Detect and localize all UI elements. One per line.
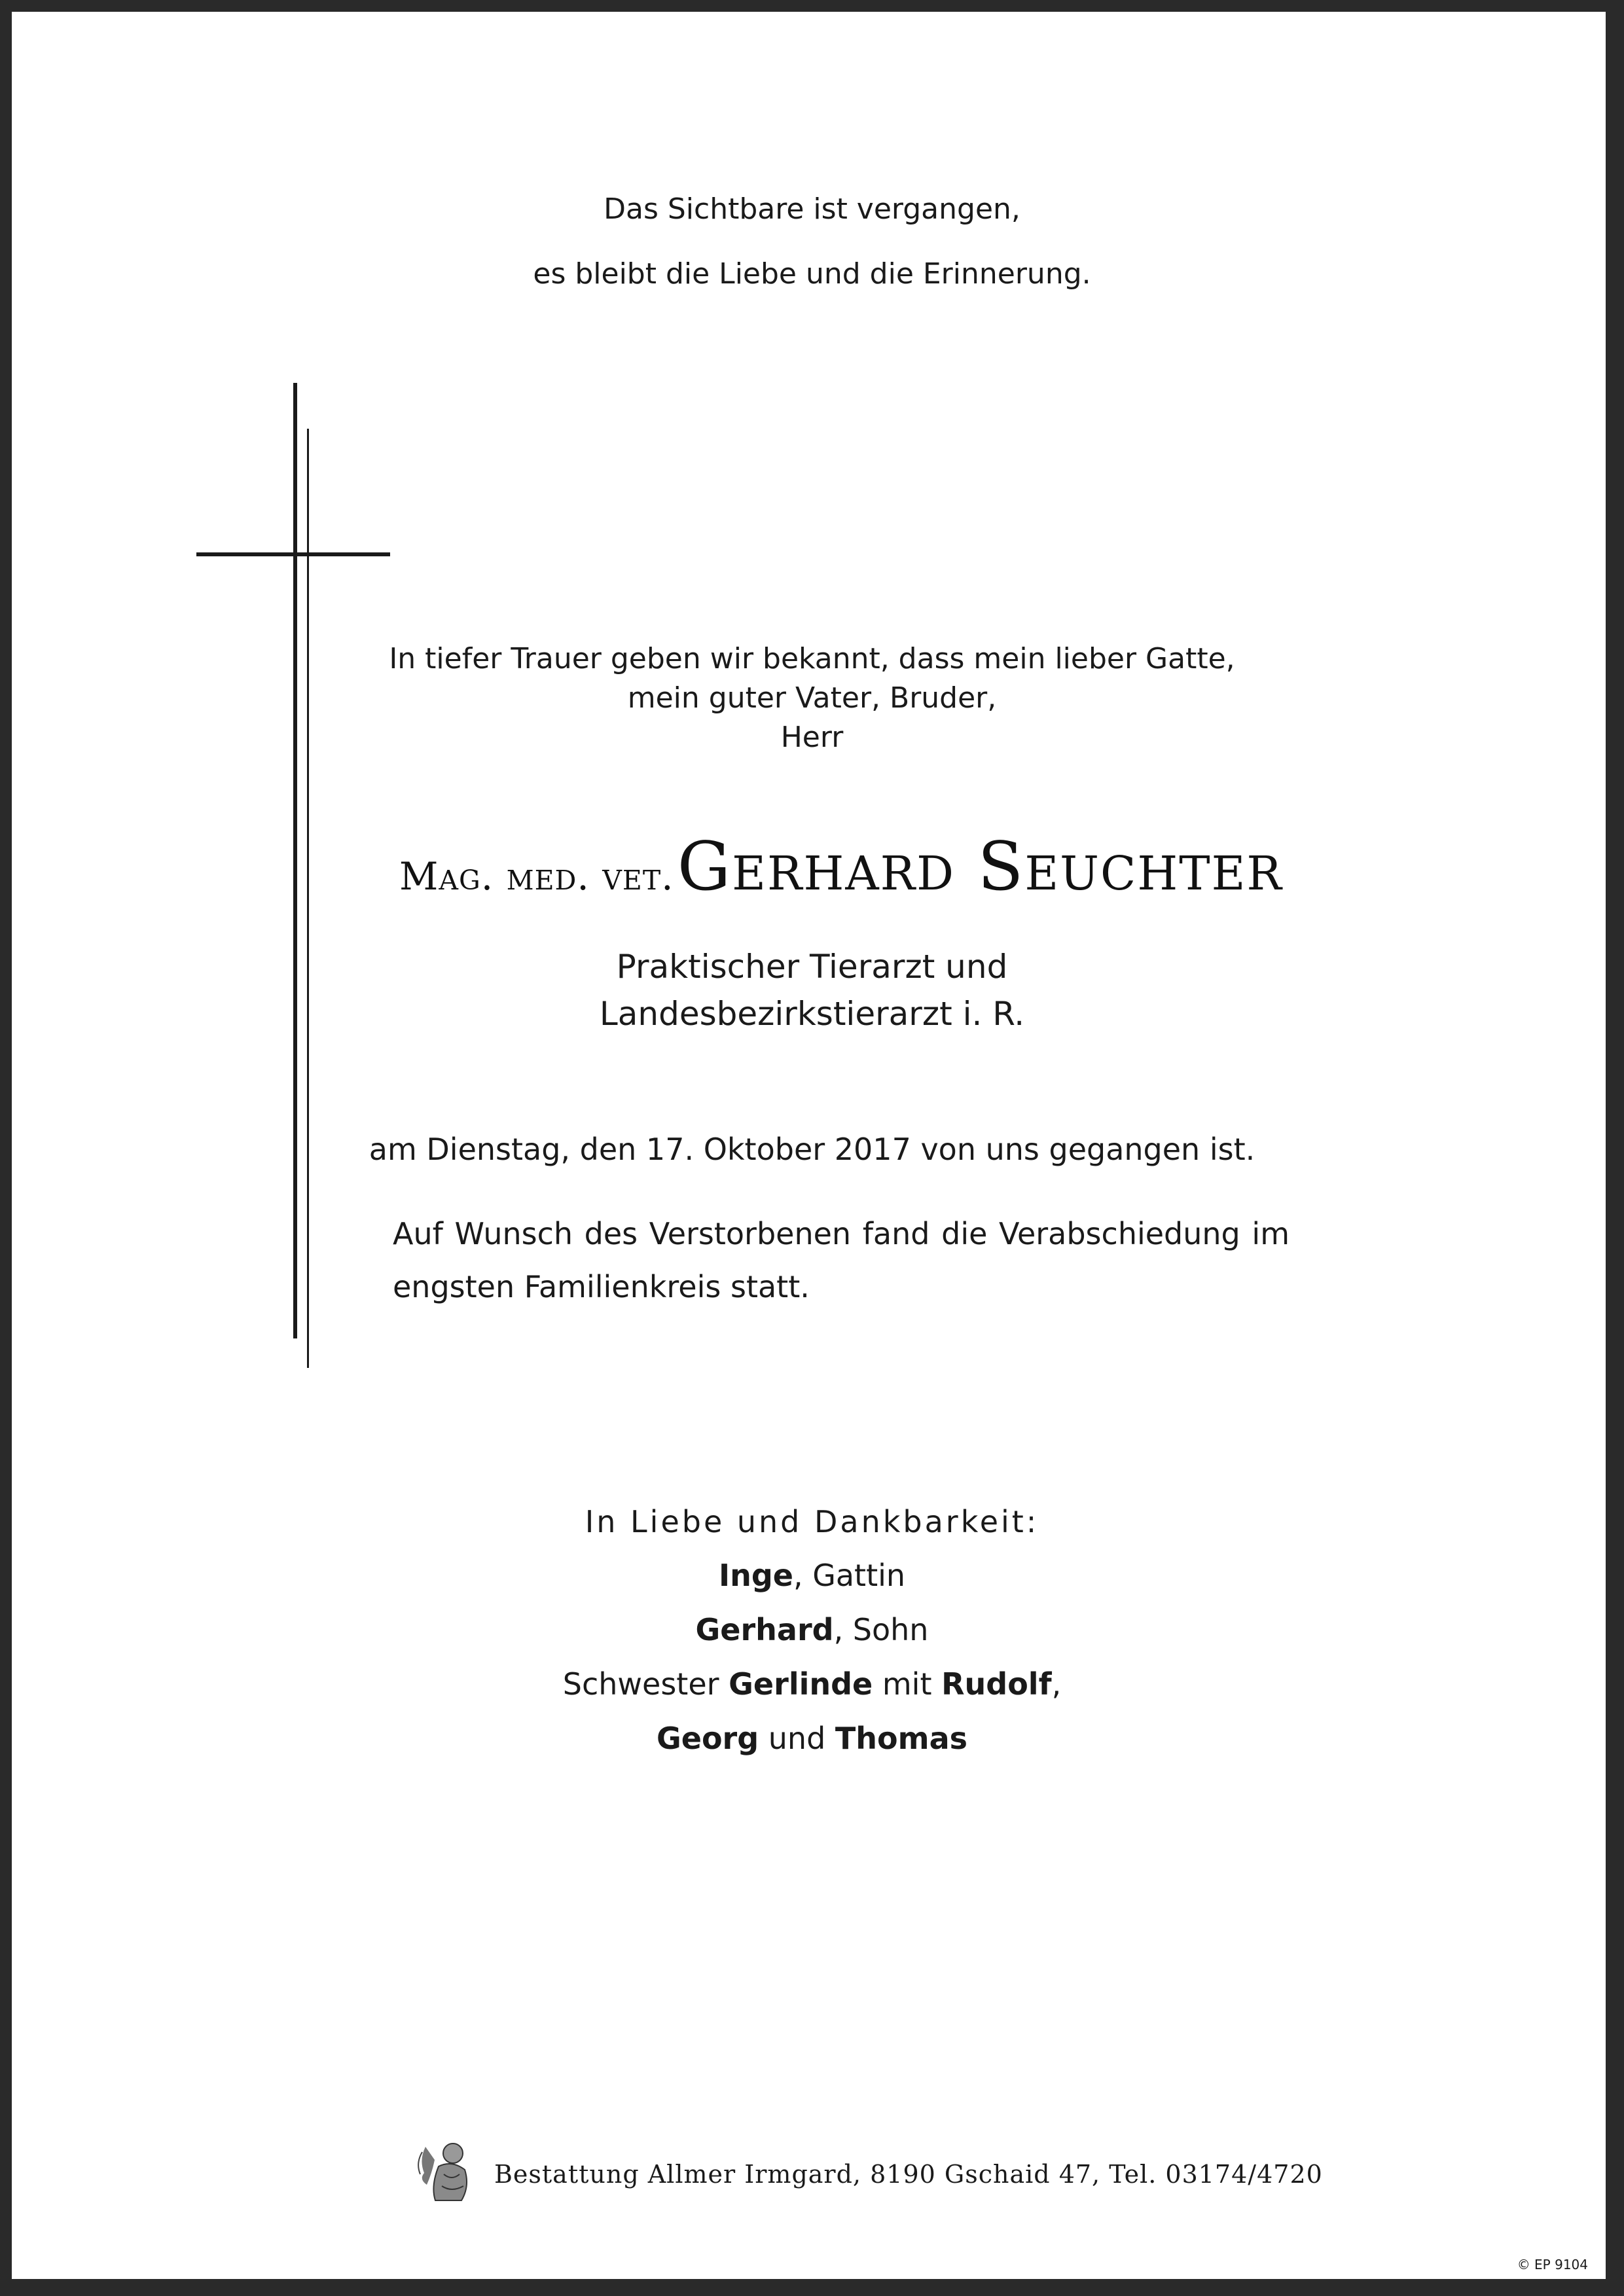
mourner-relation: , Gattin [793, 1558, 906, 1593]
mourner-name: Gerlinde [729, 1666, 873, 1702]
mourner-relation: , Sohn [833, 1612, 929, 1647]
mourner-name: Rudolf [941, 1666, 1052, 1702]
deceased-name-line [399, 828, 1283, 906]
mourner-connector: mit [873, 1666, 942, 1702]
mourner-line-4 [0, 1721, 1624, 1756]
motto-line-2: es bleibt die Liebe und die Erinnerung. [533, 257, 1091, 291]
announcement-line-2: mein guter Vater, Bruder, [627, 681, 997, 715]
motto-line-1: Das Sichtbare ist vergangen, [604, 192, 1020, 226]
mourner-line-3 [0, 1666, 1624, 1702]
death-notice: am Dienstag, den 17. Oktober 2017 von uns gegangen ist. [369, 1132, 1255, 1167]
mourner-name: Thomas [835, 1721, 968, 1756]
mourners-heading: In Liebe und Dankbarkeit: [585, 1504, 1039, 1539]
mourner-line-2 [0, 1612, 1624, 1647]
funeral-home-info: Bestattung Allmer Irmgard, 8190 Gschaid 47, Tel. 03174/4720 [494, 2160, 1323, 2189]
mourner-relation: Schwester [562, 1666, 729, 1702]
mourner-punctuation: , [1051, 1666, 1062, 1702]
mourner-connector: und [759, 1721, 835, 1756]
farewell-note: Auf Wunsch des Verstorbenen fand die Verabschiedung im engsten Familienkreis statt. [393, 1216, 1290, 1304]
mourner-name: Georg [656, 1721, 759, 1756]
announcement-line-1: In tiefer Trauer geben wir bekannt, dass mein lieber Gatte, [389, 642, 1235, 675]
deceased-title: Mag. med. vet. [399, 854, 674, 899]
profession-line-2: Landesbezirkstierarzt i. R. [599, 995, 1025, 1033]
angel-logo-icon [412, 2134, 478, 2206]
mourner-name: Gerhard [695, 1612, 834, 1647]
mourner-line-1 [0, 1558, 1624, 1593]
mourner-name: Inge [718, 1558, 793, 1593]
document-code: © EP 9104 [1517, 2257, 1588, 2272]
deceased-name: Gerhard Seuchter [677, 828, 1283, 906]
profession-line-1: Praktischer Tierarzt und [616, 948, 1008, 986]
announcement-line-3: Herr [780, 721, 844, 754]
